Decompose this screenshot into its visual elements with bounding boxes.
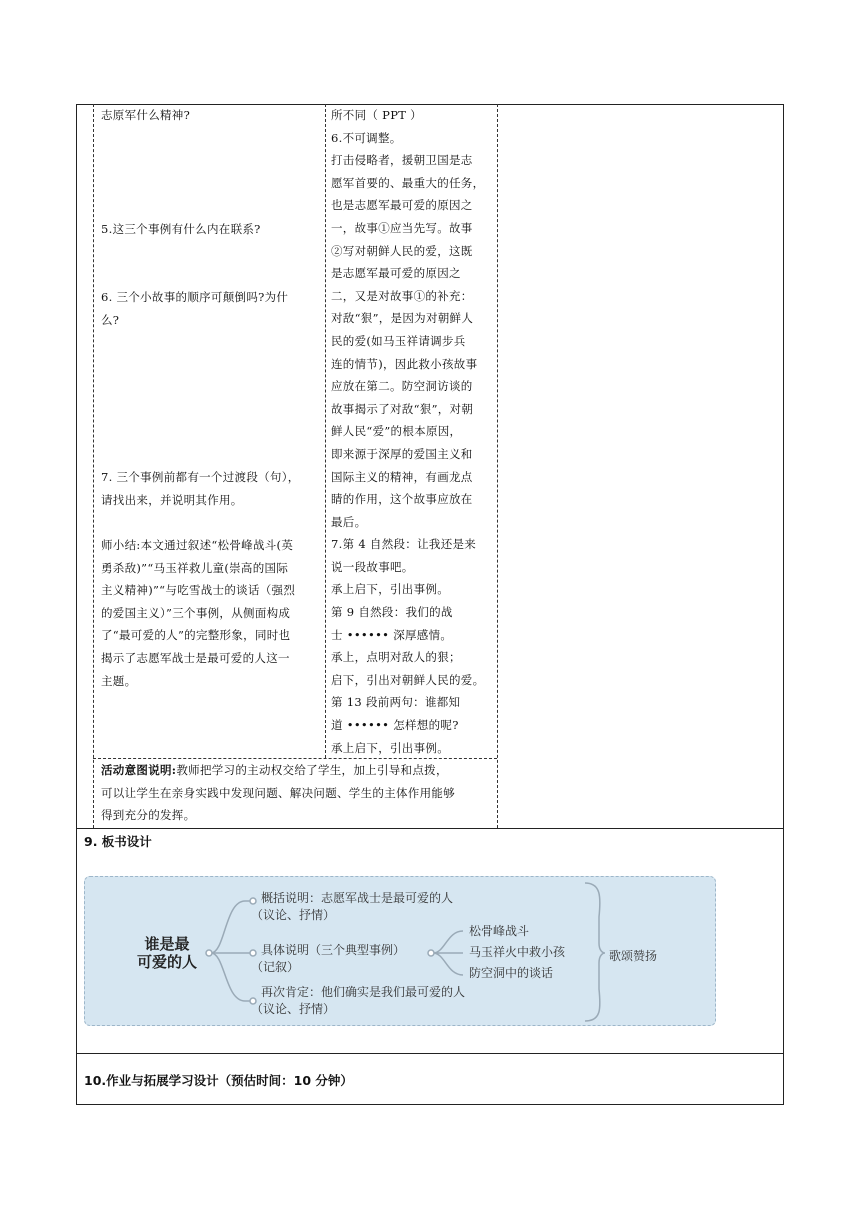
branch2-node-dot (250, 950, 256, 956)
branch2-title: 具体说明（三个典型事例） (261, 943, 406, 957)
branch3-sub: （议论、抒情） (251, 1002, 336, 1016)
inner-right-dashed (497, 104, 498, 828)
column-divider-dashed (325, 104, 326, 758)
table-bottom-border (76, 1104, 784, 1105)
table-right-border (783, 104, 784, 1104)
section9-title: 9. 板书设计 (84, 834, 152, 849)
activity-intent-label: 活动意图说明: (101, 763, 177, 777)
example-2: 马玉祥火中救小孩 (469, 945, 566, 959)
question-6: 6. 三个小故事的顺序可颠倒吗?为什 么? (101, 290, 289, 327)
answer-column: 所不同（ PPT ） 6.不可调整。 打击侵略者，援朝卫国是志 愿军首要的、最重大的任务， 也是志愿军最可爱的原因之 一，故事①应当先写。故事 ②写对朝鲜人民的爱，这既 是志愿军最可爱的原因之 二，又是对故事①的补充： 对敌“狠”，是因为对朝鲜人 民的爱(如马玉祥请调步兵 连的情节)，因此救小孩故事 应放在第二。防空洞访谈的 故事揭示了对敌“狠”，对朝 鲜人民“爱”的根本原因， 即来源于深厚的爱国主义和 国际主义的精神，有画龙点 睛的作用，这个故事应放在 最后。 7.第 4 自然段：让我还是来 说一段故事吧。 承上启下，引出事例。 第 9 自然段：我们的战 士 •••••• 深厚感情。 承上，点明对敌人的狠； 启下，引出对朝鲜人民的爱。 第 13 段前两句：谁都知 道 •••••• 怎样想的呢? 承上启下，引出事例。 (331, 108, 485, 755)
board-design-mindmap (84, 876, 716, 1026)
inner-left-dashed (93, 104, 94, 828)
conclusion: 歌颂赞扬 (609, 949, 658, 963)
examples-node-dot (428, 950, 434, 956)
branch3-title: 再次肯定：他们确实是我们最可爱的人 (261, 985, 466, 999)
conclusion-bracket (585, 883, 605, 1021)
section10-top-border (76, 1053, 784, 1054)
branch1-node-dot (250, 898, 256, 904)
section9-top-border (76, 828, 784, 829)
activity-intent-text: 教师把学习的主动权交给了学生，加上引导和点拨， (176, 763, 448, 777)
root-to-branch1-connector (211, 901, 253, 953)
table-left-border (76, 104, 77, 1104)
question-7: 7. 三个事例前都有一个过渡段（句）， 请找出来，并说明其作用。 (101, 470, 300, 507)
branch2-sub: （记叙） (251, 960, 300, 974)
root-to-branch3-connector (211, 953, 253, 1001)
examples-brace (433, 931, 463, 975)
activity-intent: 活动意图说明:教师把学习的主动权交给了学生，加上引导和点拨， 可以让学生在亲身实践中发现问题、解决问题、学生的主体作用能够 得到充分的发挥。 (101, 763, 455, 823)
teacher-summary: 师小结:本文通过叙述“松骨峰战斗(英 勇杀敌)”“马玉祥救儿童(崇高的国际 主义精神)”“与吃雪战士的谈话（强烈 的爱国主义）”三个事例，从侧面构成 了“最可爱的人”的完整形象，同时也 揭示了志愿军战士是最可爱的人这一 主题。 (101, 538, 296, 688)
question-column (101, 104, 323, 127)
branch1-title: 概括说明：志愿军战士是最可爱的人 (261, 891, 454, 905)
example-1: 松骨峰战斗 (469, 924, 530, 938)
section10-title: 10.作业与拓展学习设计（预估时间：10 分钟） (84, 1073, 353, 1088)
example-3: 防空洞中的谈话 (469, 966, 554, 980)
question-line: 志原军什么精神? (101, 108, 191, 122)
question-5: 5.这三个事例有什么内在联系? (101, 222, 261, 236)
branch1-sub: （议论、抒情） (251, 908, 336, 922)
mindmap-root: 谁是最 可爱的人 (136, 935, 197, 971)
